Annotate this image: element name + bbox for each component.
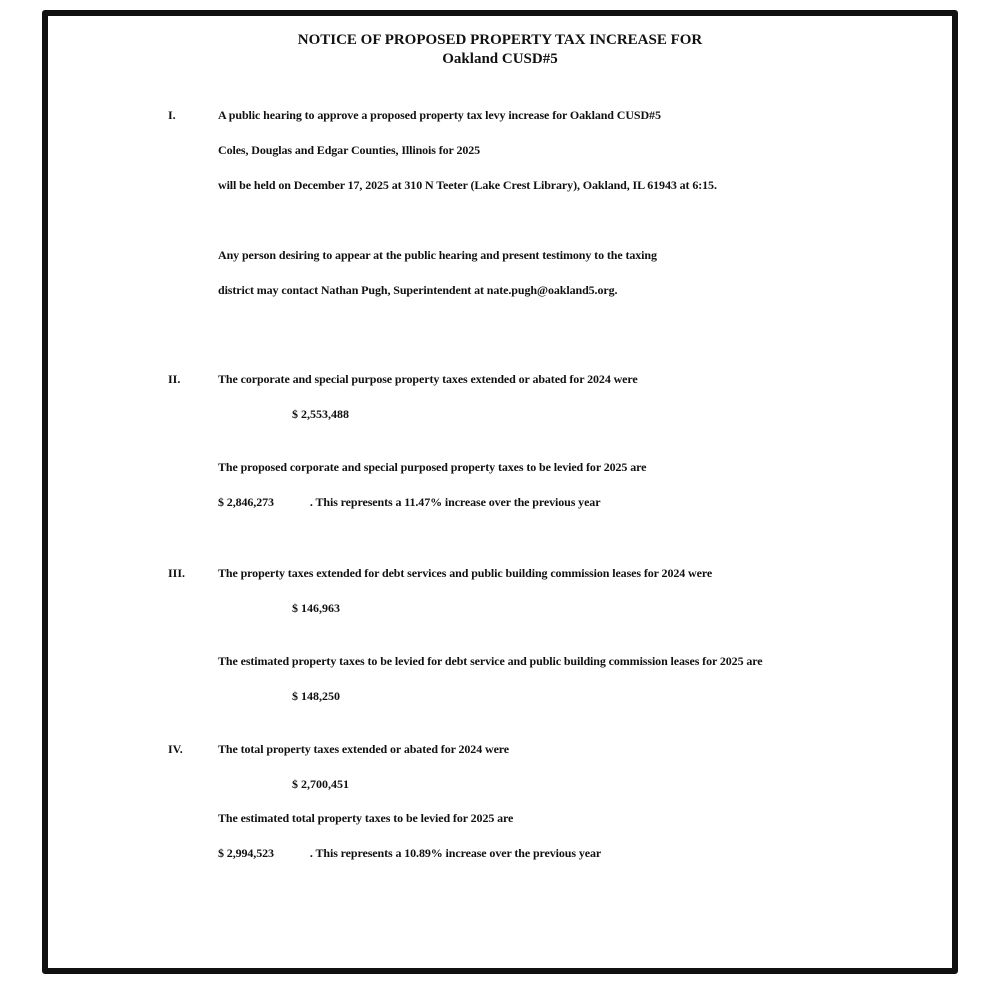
section-1-line-3: will be held on December 17, 2025 at 310 N Teeter (Lake Crest Library), Oakland, IL 61943 at 6:15. xyxy=(218,178,717,192)
section-3-amount-2025: $ 148,250 xyxy=(292,689,340,703)
section-1-number: I. xyxy=(168,108,176,122)
section-1-line-4: Any person desiring to appear at the public hearing and present testimony to the taxing xyxy=(218,248,657,262)
section-3-number: III. xyxy=(168,566,186,580)
section-4-line-2: The estimated total property taxes to be levied for 2025 are xyxy=(218,811,514,825)
section-4-line-1: The total property taxes extended or abated for 2024 were xyxy=(218,742,510,756)
notice-frame xyxy=(42,10,958,974)
section-3-line-2: The estimated property taxes to be levied for debt service and public building commission leases for 2025 are xyxy=(218,654,763,668)
section-1-line-5: district may contact Nathan Pugh, Superintendent at nate.pugh@oakland5.org. xyxy=(218,283,618,297)
section-4-line-3 xyxy=(218,846,601,861)
section-2-increase-text: . This represents a 11.47% increase over the previous year xyxy=(309,495,601,509)
section-4-increase-text: . This represents a 10.89% increase over the previous year xyxy=(309,846,602,860)
section-2-amount-2025: $ 2,846,273 xyxy=(218,495,274,509)
section-2-line-2: The proposed corporate and special purposed property taxes to be levied for 2025 are xyxy=(218,460,647,474)
section-2-line-1: The corporate and special purpose property taxes extended or abated for 2024 were xyxy=(218,372,638,386)
section-1-line-1: A public hearing to approve a proposed property tax levy increase for Oakland CUSD#5 xyxy=(218,108,661,122)
district-name: Oakland CUSD#5 xyxy=(442,51,558,67)
notice-title: NOTICE OF PROPOSED PROPERTY TAX INCREASE FOR xyxy=(297,32,703,48)
section-1-line-2: Coles, Douglas and Edgar Counties, Illinois for 2025 xyxy=(218,143,481,157)
section-4-amount-2024: $ 2,700,451 xyxy=(292,777,349,791)
section-2-amount-2024: $ 2,553,488 xyxy=(292,407,349,421)
section-4-amount-2025: $ 2,994,523 xyxy=(218,846,274,860)
section-4-number: IV. xyxy=(168,742,183,756)
section-2-number: II. xyxy=(168,372,181,386)
section-3-line-1: The property taxes extended for debt services and public building commission leases for 2024 were xyxy=(218,566,713,580)
section-3-amount-2024: $ 146,963 xyxy=(292,601,340,615)
section-2-line-3 xyxy=(218,495,600,510)
